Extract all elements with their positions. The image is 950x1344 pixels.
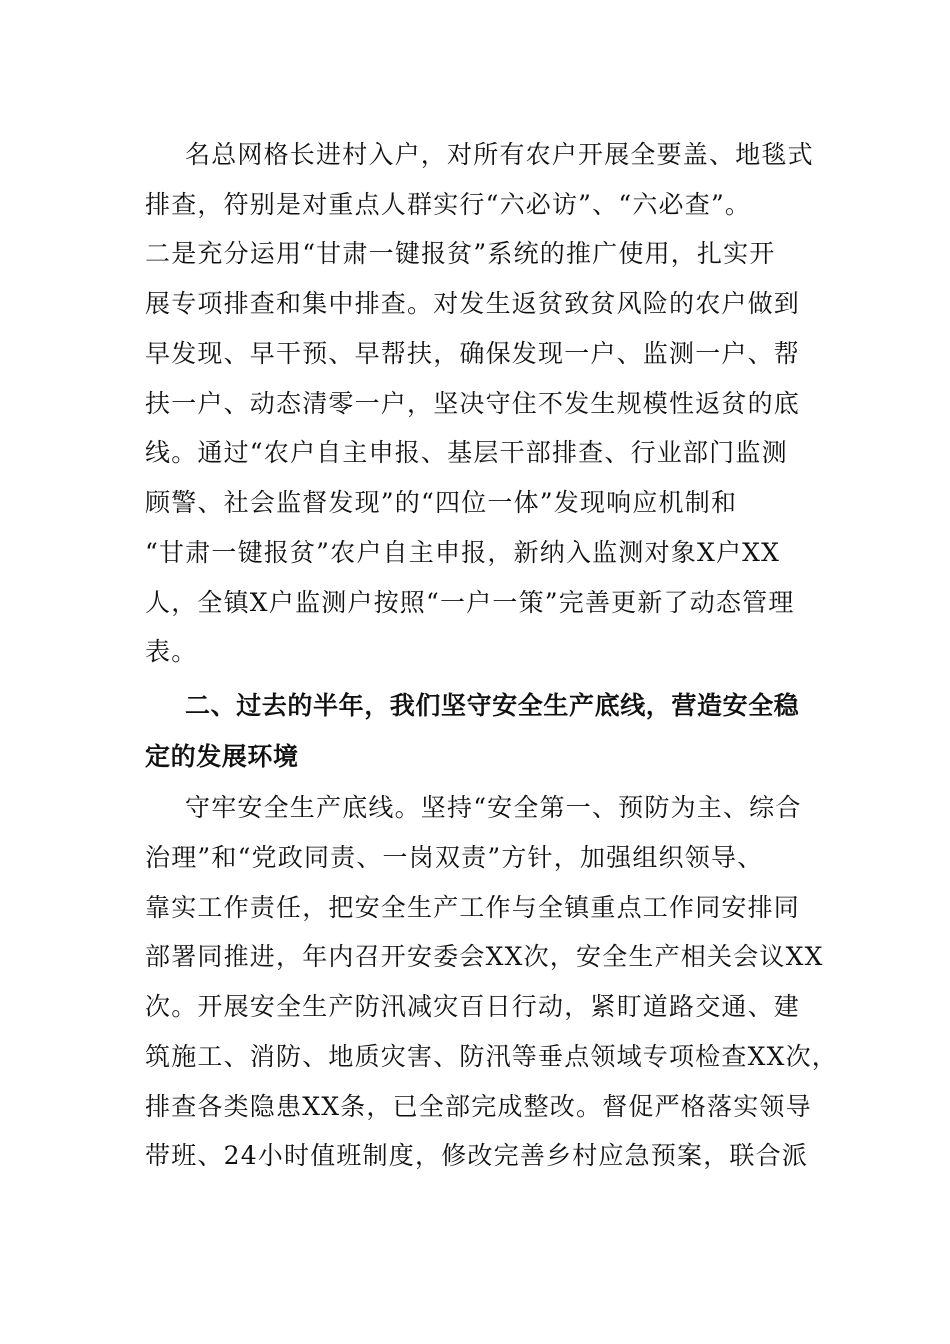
- paragraph-1-line: 顾警、社会监督发现”的“四位一体”发现响应机制和: [145, 488, 738, 517]
- paragraph-1-line: “甘肃一键报贫”农户自主申报，新纳入监测对象X户XX: [145, 538, 781, 567]
- paragraph-2-line: 部署同推进，年内召开安委会XX次，安全生产相关会议XX: [145, 942, 824, 971]
- paragraph-2-line: 筑施工、消防、地质灾害、防汛等垂点领域专项检查XX次，: [145, 1042, 838, 1071]
- paragraph-1-line: 展专项排查和集中排查。对发生返贫致贫风险的农户做到: [145, 289, 801, 318]
- paragraph-2-line: 治理”和“党政同责、一岗双责”方针，加强组织领导、: [145, 843, 764, 872]
- paragraph-1-line: 名总网格长进村入户，对所有农户开展全要盖、地毯式: [185, 140, 814, 169]
- paragraph-1-line: 早发现、早干预、早帮扶，确保发现一户、监测一户、帮: [145, 339, 801, 368]
- paragraph-1-line: 扶一户、动态清零一户，坚决守住不发生规模性返贫的底: [145, 389, 801, 418]
- paragraph-2-line: 守牢安全生产底线。坚持“安全第一、预防为主、综合: [185, 793, 802, 822]
- paragraph-1-line: 表。: [145, 637, 198, 666]
- paragraph-2-line: 次。开展安全生产防汛减灾百日行动，紧盯道路交通、建: [145, 992, 801, 1021]
- paragraph-1-line: 排查，符别是对重点人群实行“六必访”、“六必查”。: [145, 190, 752, 219]
- section-heading-line: 二、过去的半年，我们坚守安全生产底线，营造安全稳: [185, 691, 800, 720]
- section-heading-line: 定的发展环境: [145, 742, 299, 771]
- paragraph-1-line: 线。通过“农户自主申报、基层干部排查、行业部门监测: [145, 438, 788, 467]
- paragraph-2-line: 带班、24小时值班制度，修改完善乡村应急预案，联合派: [145, 1141, 809, 1170]
- paragraph-1-line: 二是充分运用“甘肃一键报贫”系统的推广使用，扎实开: [145, 239, 776, 268]
- paragraph-2-line: 靠实工作责任，把安全生产工作与全镇重点工作同安排同: [145, 893, 801, 922]
- paragraph-1-line: 人，全镇X户监测户按照“一户一策”完善更新了动态管理: [145, 588, 795, 617]
- paragraph-2-line: 排查各类隐患XX条，已全部完成整改。督促严格落实领导: [145, 1092, 812, 1121]
